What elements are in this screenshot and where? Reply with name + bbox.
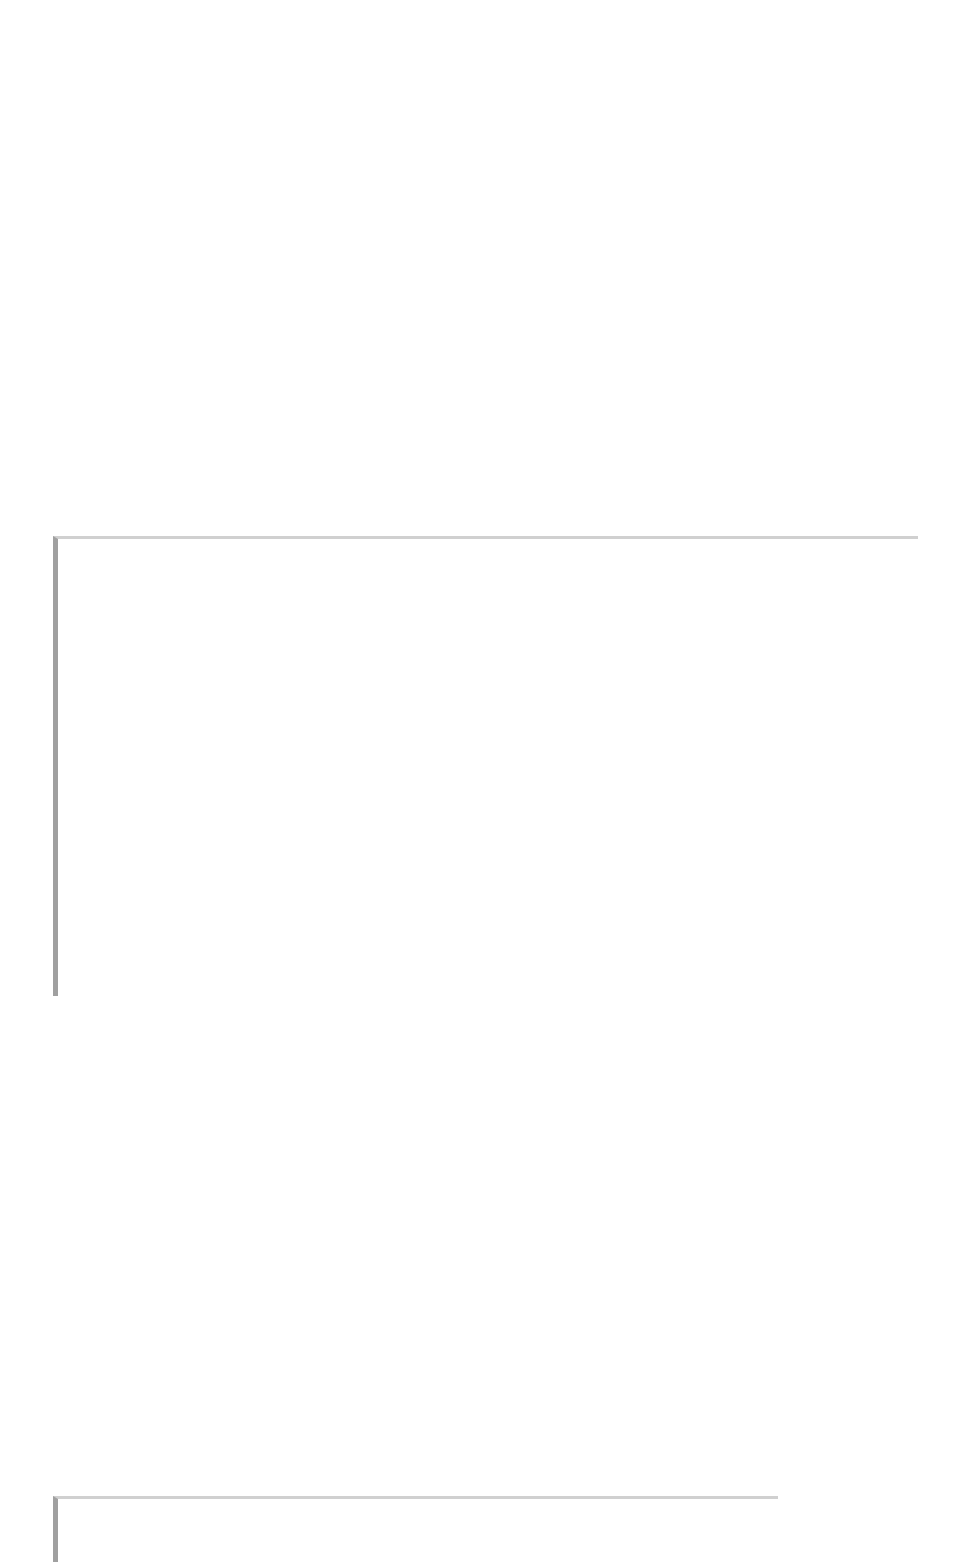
scores-grid-2 bbox=[53, 1496, 778, 1562]
scores-grid bbox=[53, 536, 918, 996]
